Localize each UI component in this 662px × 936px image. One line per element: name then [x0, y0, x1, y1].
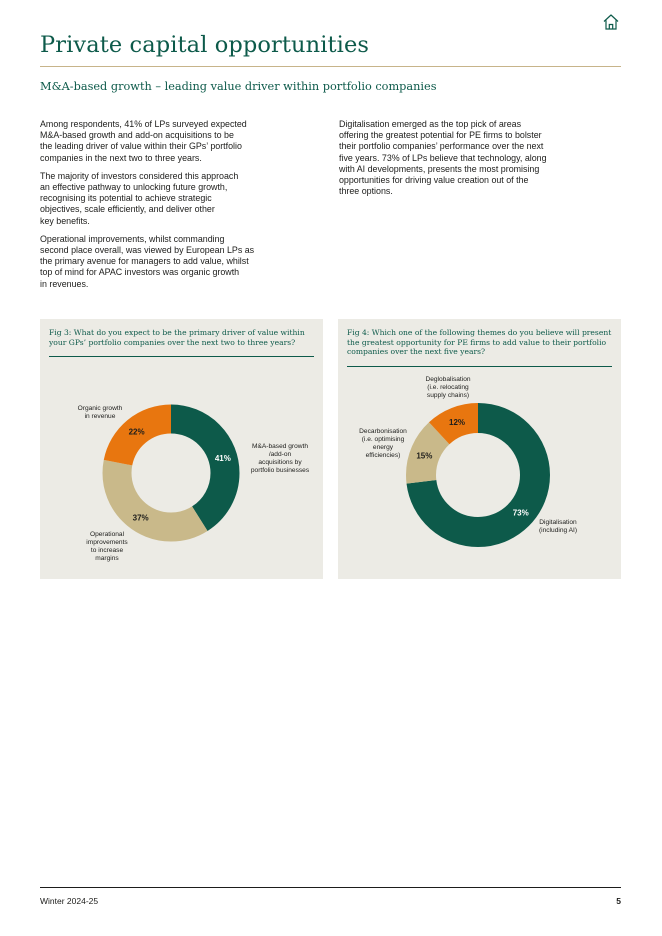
figure-4-panel — [338, 319, 621, 579]
fig3-slice-operational-value-label: 37% — [132, 513, 149, 523]
body-paragraph: The majority of investors considered this approach an effective pathway to unlocking future growth, recognising its potential to achieve strategic objectives, scale efficiently, and deliver other key benefits. — [40, 170, 239, 226]
fig3-label-operational: Operational improvements to increase margins — [86, 531, 128, 562]
fig4-label-digitalisation: Digitalisation (including AI) — [538, 519, 578, 534]
fig3-slice-organic-value-label: 22% — [128, 427, 145, 437]
body-paragraph: Among respondents, 41% of LPs surveyed expected M&A-based growth and add-on acquisitions to be the leading driver of value within their GPs’ portfolio companies in the next two to three years. — [40, 119, 247, 163]
fig3-slice-mna-value-label: 41% — [214, 453, 231, 463]
footer-edition: Winter 2024-25 — [40, 896, 99, 906]
page-number: 5 — [616, 896, 621, 906]
page-title: Private capital opportunities — [40, 32, 370, 58]
fig4-label-deglobalisation: Deglobalisation (i.e. relocating supply chains) — [425, 376, 471, 399]
figure-3-panel — [40, 319, 323, 579]
home-icon[interactable] — [602, 13, 620, 31]
fig3-label-organic: Organic growth in revenue — [77, 405, 123, 420]
fig4-slice-digitalisation-value-label: 73% — [512, 508, 529, 518]
body-paragraph: Operational improvements, whilst commanding second place overall, was viewed by European LPs as the primary avenue for managers to add value, whilst top of mind for APAC investors was organic growth in revenues. — [40, 233, 255, 289]
fig3-label-mna: M&A-based growth /add-on acquisitions by portfolio businesses — [250, 443, 310, 474]
fig4-label-decarbonisation: Decarbonisation (i.e. optimising energy efficiencies) — [359, 428, 407, 459]
figure-3-title: Fig 3: What do you expect to be the primary driver of value within your GPs’ portfolio companies over the next two to three years? — [49, 328, 305, 347]
body-column-right — [339, 119, 584, 204]
title-divider — [40, 66, 621, 67]
fig4-slice-deglobalisation-value-label: 12% — [449, 418, 466, 428]
figure-4-title: Fig 4: Which one of the following themes do you believe will present the greatest opportunity for PE firms to add value to their portfolio companies over the next five years? — [347, 328, 612, 357]
section-subtitle: M&A-based growth – leading value driver within portfolio companies — [40, 80, 437, 93]
body-paragraph: Digitalisation emerged as the top pick of areas offering the greatest potential for PE firms to bolster their portfolio companies’ performance over the next five years. 73% of LPs believe that technology, along with AI developments, presents the most promising opportunities for driving value creation out of the three options. — [339, 119, 547, 197]
body-column-left — [40, 119, 285, 297]
fig4-slice-decarbonisation-value-label: 15% — [416, 451, 433, 461]
footer-divider — [40, 887, 621, 888]
